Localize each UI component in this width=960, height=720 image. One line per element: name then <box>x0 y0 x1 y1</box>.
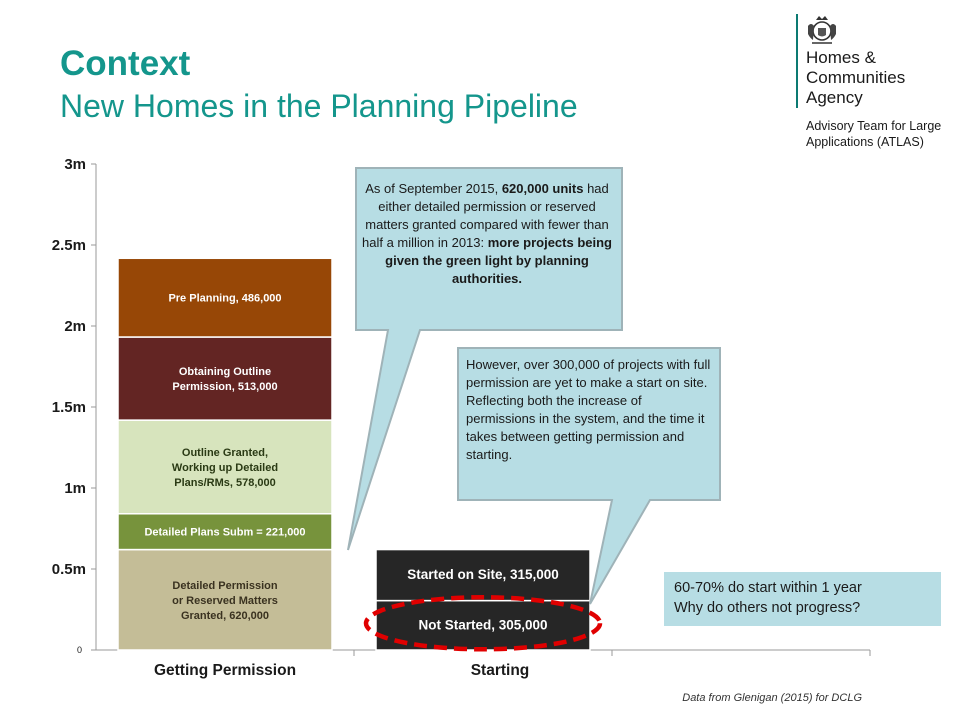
x-category-label: Getting Permission <box>153 662 297 679</box>
y-tick-label: 2m <box>64 318 86 335</box>
slide-title: Context <box>60 44 191 83</box>
x-category-label: Starting <box>470 662 530 679</box>
y-tick-label: 2.5m <box>51 237 86 254</box>
callout-text-run: more projects being given the green light by planning authorities. <box>385 235 612 286</box>
callout-not-started-text <box>466 356 712 464</box>
org-subtitle-line: Advisory Team for Large <box>806 119 942 133</box>
bar-data-label: Permission, 513,000 <box>172 381 278 394</box>
callout-text-run: However, over 300,000 of projects with full permission are yet to make a start on site. Reflecting both the increase of permissions in the system, and the time it takes between getting permission and starting. <box>466 357 711 462</box>
callout-permissions-text <box>362 180 612 288</box>
bar-segment-obtaining-outline <box>118 337 332 420</box>
note-line: Why do others not progress? <box>674 600 861 616</box>
y-tick-label: 0.5m <box>51 561 86 578</box>
org-name-line: Communities <box>806 68 906 87</box>
y-tick-label: 1.5m <box>51 399 86 416</box>
bar-data-label: Detailed Plans Subm = 221,000 <box>144 526 306 539</box>
bar-data-label: Plans/RMs, 578,000 <box>174 476 276 489</box>
bar-data-label: Not Started, 305,000 <box>418 617 548 633</box>
y-tick-label: 1m <box>64 480 86 497</box>
bar-data-label: Pre Planning, 486,000 <box>168 292 282 305</box>
bar-data-label: Detailed Permission <box>172 579 278 592</box>
data-source: Data from Glenigan (2015) for DCLG <box>682 692 862 704</box>
bar-data-label: Working up Detailed <box>171 461 279 474</box>
bar-data-label: Granted, 620,000 <box>180 609 270 622</box>
callout-text-run: 620,000 units <box>501 181 584 196</box>
callout-text-run: As of September 2015, <box>365 181 502 196</box>
bar-data-label: Started on Site, 315,000 <box>407 567 559 583</box>
question-note <box>664 572 941 626</box>
note-line: 60-70% do start within 1 year <box>674 580 862 596</box>
bar-data-label: Obtaining Outline <box>178 366 272 379</box>
y-tick-label: 3m <box>64 156 86 173</box>
bar-data-label: Outline Granted, <box>181 446 269 459</box>
org-name-line: Agency <box>806 88 863 107</box>
slide-subtitle: New Homes in the Planning Pipeline <box>60 88 578 124</box>
callout-text-run: had either detailed permission or reserved matters granted compared with fewer than half a million in 2013: <box>362 181 609 250</box>
bar-data-label: or Reserved Matters <box>172 594 278 607</box>
org-subtitle-line: Applications (ATLAS) <box>806 135 924 149</box>
org-name-line: Homes & <box>806 48 876 67</box>
y-tick-label: 0 <box>76 645 82 655</box>
